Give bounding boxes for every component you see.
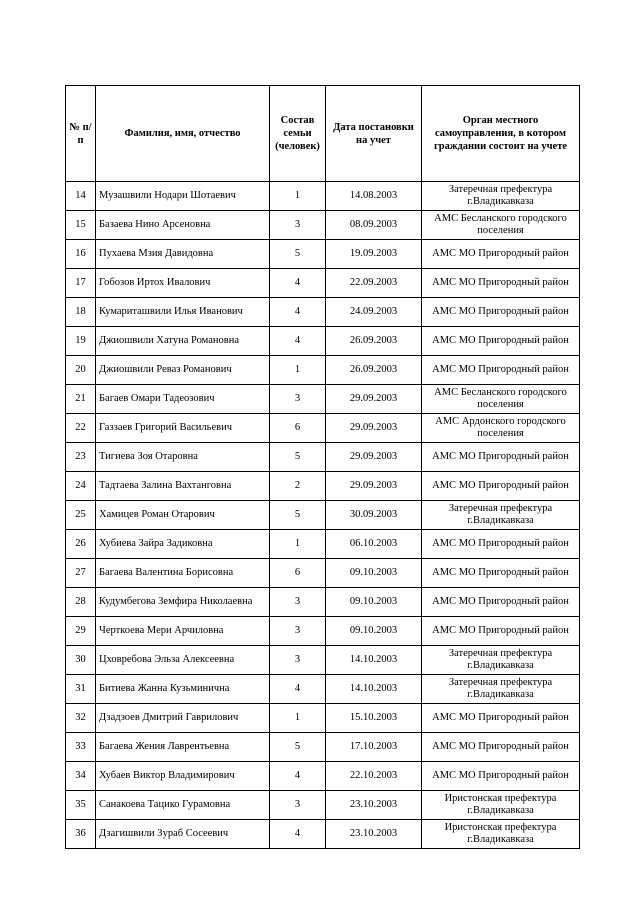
government-organ: АМС МО Пригородный район xyxy=(422,327,580,356)
registration-date: 29.09.2003 xyxy=(326,443,422,472)
row-number: 14 xyxy=(66,182,96,211)
government-organ: АМС Ардонского городского поселения xyxy=(422,414,580,443)
government-organ: Затеречная префектура г.Владикавказа xyxy=(422,182,580,211)
row-number: 21 xyxy=(66,385,96,414)
family-size: 5 xyxy=(270,501,326,530)
person-name: Дзагишвили Зураб Сосеевич xyxy=(96,820,270,849)
row-number: 23 xyxy=(66,443,96,472)
header-name: Фамилия, имя, отчество xyxy=(96,86,270,182)
family-size: 6 xyxy=(270,559,326,588)
row-number: 30 xyxy=(66,646,96,675)
family-size: 4 xyxy=(270,675,326,704)
family-size: 1 xyxy=(270,704,326,733)
person-name: Дзадзоев Дмитрий Гаврилович xyxy=(96,704,270,733)
table-row xyxy=(66,327,580,356)
header-num: № п/п xyxy=(66,86,96,182)
government-organ: АМС МО Пригородный район xyxy=(422,472,580,501)
government-organ: АМС МО Пригородный район xyxy=(422,617,580,646)
row-number: 32 xyxy=(66,704,96,733)
government-organ: АМС МО Пригородный район xyxy=(422,298,580,327)
registration-date: 14.10.2003 xyxy=(326,675,422,704)
registration-date: 29.09.2003 xyxy=(326,414,422,443)
header-family-size: Состав семьи (человек) xyxy=(270,86,326,182)
government-organ: АМС Бесланского городского поселения xyxy=(422,211,580,240)
person-name: Черткоева Мери Арчиловна xyxy=(96,617,270,646)
row-number: 17 xyxy=(66,269,96,298)
table-row xyxy=(66,791,580,820)
registration-date: 06.10.2003 xyxy=(326,530,422,559)
header-date: Дата постановки на учет xyxy=(326,86,422,182)
government-organ: АМС МО Пригородный район xyxy=(422,356,580,385)
registration-date: 26.09.2003 xyxy=(326,327,422,356)
row-number: 29 xyxy=(66,617,96,646)
family-size: 5 xyxy=(270,240,326,269)
registration-date: 30.09.2003 xyxy=(326,501,422,530)
person-name: Джиошвили Реваз Романович xyxy=(96,356,270,385)
table-row xyxy=(66,356,580,385)
table-row xyxy=(66,588,580,617)
table-row xyxy=(66,240,580,269)
family-size: 6 xyxy=(270,414,326,443)
registration-date: 22.09.2003 xyxy=(326,269,422,298)
registration-date: 09.10.2003 xyxy=(326,588,422,617)
table-body xyxy=(66,182,580,849)
table-row xyxy=(66,211,580,240)
family-size: 2 xyxy=(270,472,326,501)
government-organ: АМС МО Пригородный район xyxy=(422,704,580,733)
row-number: 35 xyxy=(66,791,96,820)
registration-date: 15.10.2003 xyxy=(326,704,422,733)
government-organ: АМС МО Пригородный район xyxy=(422,269,580,298)
row-number: 20 xyxy=(66,356,96,385)
registration-date: 26.09.2003 xyxy=(326,356,422,385)
table-row xyxy=(66,530,580,559)
family-size: 5 xyxy=(270,443,326,472)
table-row xyxy=(66,762,580,791)
person-name: Пухаева Мзия Давидовна xyxy=(96,240,270,269)
table-row xyxy=(66,820,580,849)
person-name: Хамицев Роман Отарович xyxy=(96,501,270,530)
government-organ: АМС МО Пригородный район xyxy=(422,559,580,588)
person-name: Багаев Омари Тадеозович xyxy=(96,385,270,414)
row-number: 15 xyxy=(66,211,96,240)
government-organ: АМС Бесланского городского поселения xyxy=(422,385,580,414)
registration-date: 14.10.2003 xyxy=(326,646,422,675)
registration-date: 24.09.2003 xyxy=(326,298,422,327)
person-name: Цховребова Эльза Алексеевна xyxy=(96,646,270,675)
family-size: 1 xyxy=(270,356,326,385)
government-organ: Иристонская префектура г.Владикавказа xyxy=(422,791,580,820)
family-size: 3 xyxy=(270,646,326,675)
person-name: Багаева Валентина Борисовна xyxy=(96,559,270,588)
row-number: 33 xyxy=(66,733,96,762)
table-row xyxy=(66,675,580,704)
registration-date: 23.10.2003 xyxy=(326,791,422,820)
registration-date: 23.10.2003 xyxy=(326,820,422,849)
table-row xyxy=(66,617,580,646)
registration-date: 14.08.2003 xyxy=(326,182,422,211)
registration-date: 09.10.2003 xyxy=(326,559,422,588)
table-row xyxy=(66,472,580,501)
table-row xyxy=(66,646,580,675)
table-row xyxy=(66,443,580,472)
row-number: 19 xyxy=(66,327,96,356)
government-organ: АМС МО Пригородный район xyxy=(422,588,580,617)
person-name: Хубиева Зайра Задиковна xyxy=(96,530,270,559)
person-name: Битиева Жанна Кузьминична xyxy=(96,675,270,704)
family-size: 5 xyxy=(270,733,326,762)
government-organ: АМС МО Пригородный район xyxy=(422,443,580,472)
header-organ: Орган местного самоуправления, в котором граждании состоит на учете xyxy=(422,86,580,182)
family-size: 3 xyxy=(270,588,326,617)
registration-date: 22.10.2003 xyxy=(326,762,422,791)
table-header-row xyxy=(66,86,580,182)
row-number: 31 xyxy=(66,675,96,704)
person-name: Кумариташвили Илья Иванович xyxy=(96,298,270,327)
row-number: 34 xyxy=(66,762,96,791)
person-name: Джиошвили Хатуна Романовна xyxy=(96,327,270,356)
person-name: Музашвили Нодари Шотаевич xyxy=(96,182,270,211)
table-row xyxy=(66,385,580,414)
government-organ: АМС МО Пригородный район xyxy=(422,530,580,559)
person-name: Тигиева Зоя Отаровна xyxy=(96,443,270,472)
row-number: 16 xyxy=(66,240,96,269)
person-name: Базаева Нино Арсеновна xyxy=(96,211,270,240)
person-name: Гобозов Иртох Ивалович xyxy=(96,269,270,298)
person-name: Санакоева Тацико Гурамовна xyxy=(96,791,270,820)
person-name: Хубаев Виктор Владимирович xyxy=(96,762,270,791)
registration-date: 19.09.2003 xyxy=(326,240,422,269)
registration-date: 17.10.2003 xyxy=(326,733,422,762)
family-size: 4 xyxy=(270,298,326,327)
family-size: 1 xyxy=(270,530,326,559)
row-number: 22 xyxy=(66,414,96,443)
government-organ: Затеречная префектура г.Владикавказа xyxy=(422,675,580,704)
table-row xyxy=(66,298,580,327)
government-organ: АМС МО Пригородный район xyxy=(422,762,580,791)
registry-table xyxy=(65,85,580,849)
table-row xyxy=(66,182,580,211)
person-name: Газзаев Григорий Васильевич xyxy=(96,414,270,443)
family-size: 3 xyxy=(270,211,326,240)
registration-date: 09.10.2003 xyxy=(326,617,422,646)
family-size: 4 xyxy=(270,327,326,356)
table-row xyxy=(66,559,580,588)
family-size: 4 xyxy=(270,820,326,849)
person-name: Багаева Жения Лаврентьевна xyxy=(96,733,270,762)
table-row xyxy=(66,733,580,762)
table-row xyxy=(66,501,580,530)
registration-date: 29.09.2003 xyxy=(326,472,422,501)
row-number: 27 xyxy=(66,559,96,588)
government-organ: АМС МО Пригородный район xyxy=(422,733,580,762)
table-row xyxy=(66,704,580,733)
row-number: 25 xyxy=(66,501,96,530)
family-size: 3 xyxy=(270,791,326,820)
table-row xyxy=(66,269,580,298)
registration-date: 29.09.2003 xyxy=(326,385,422,414)
registration-date: 08.09.2003 xyxy=(326,211,422,240)
person-name: Кудумбегова Земфира Николаевна xyxy=(96,588,270,617)
person-name: Тадтаева Залина Вахтанговна xyxy=(96,472,270,501)
family-size: 3 xyxy=(270,385,326,414)
table-row xyxy=(66,414,580,443)
family-size: 4 xyxy=(270,762,326,791)
row-number: 36 xyxy=(66,820,96,849)
government-organ: Иристонская префектура г.Владикавказа xyxy=(422,820,580,849)
family-size: 3 xyxy=(270,617,326,646)
row-number: 18 xyxy=(66,298,96,327)
family-size: 1 xyxy=(270,182,326,211)
family-size: 4 xyxy=(270,269,326,298)
row-number: 26 xyxy=(66,530,96,559)
row-number: 28 xyxy=(66,588,96,617)
government-organ: Затеречная префектура г.Владикавказа xyxy=(422,646,580,675)
government-organ: Затеречная префектура г.Владикавказа xyxy=(422,501,580,530)
row-number: 24 xyxy=(66,472,96,501)
government-organ: АМС МО Пригородный район xyxy=(422,240,580,269)
